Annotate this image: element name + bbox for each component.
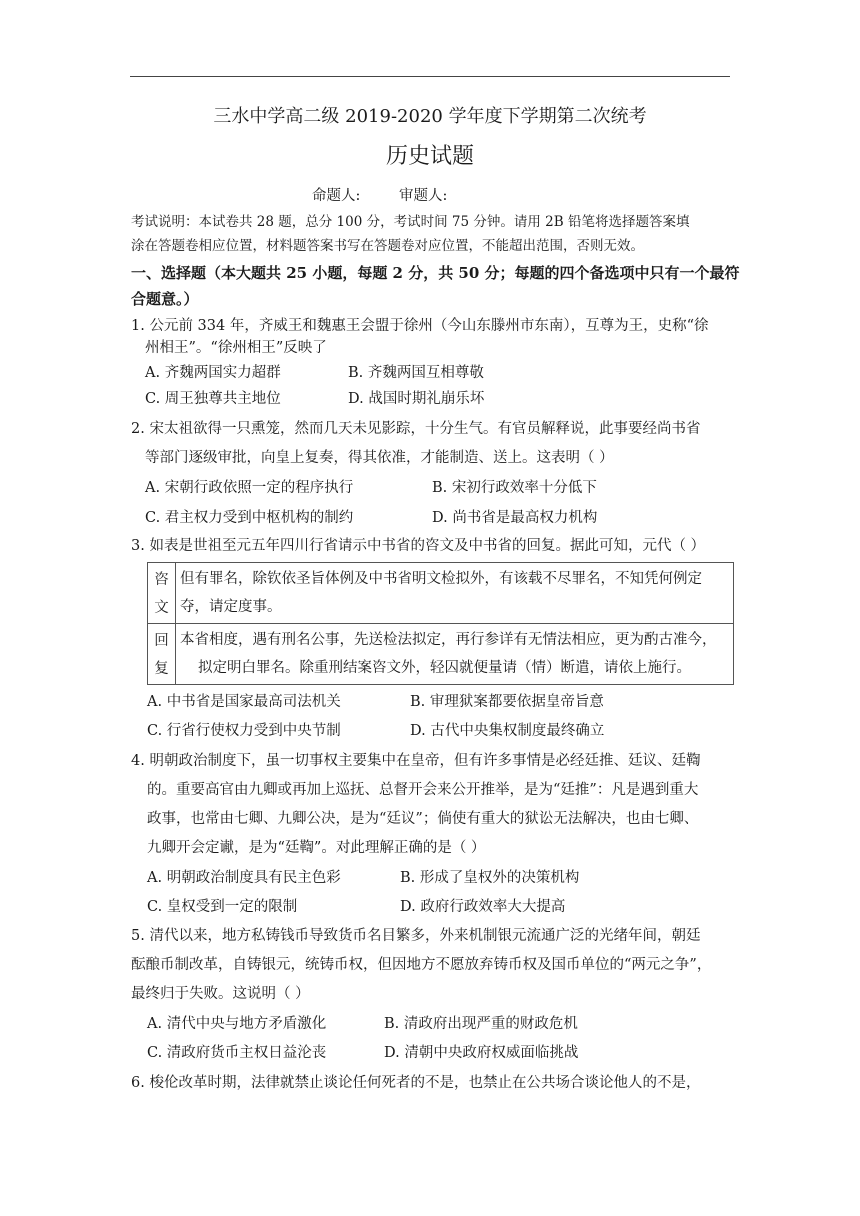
option-b: B. 形成了皇权外的决策机构 [400, 870, 580, 886]
option-d: D. 尚书省是最高权力机构 [432, 510, 598, 526]
top-rule [130, 76, 730, 77]
option-a: A. 宋朝行政依照一定的程序执行 [145, 480, 354, 496]
reviewer-label: 审题人: [399, 188, 448, 204]
section-heading: 一、选择题（本大题共 25 小题，每题 2 分，共 50 分；每题的四个备选项中只有一个最符 [131, 264, 740, 282]
question-stem: 州相王”。“徐州相王”反映了 [145, 340, 327, 356]
question-stem: 政事，也常由七卿、九卿公决，是为“廷议”；倘使有重大的狱讼无法解决，也由七卿、 [147, 811, 699, 827]
question-stem: 3. 如表是世祖至元五年四川行省请示中书省的咨文及中书省的回复。据此可知，元代（ ） [131, 538, 706, 554]
option-c: C. 君主权力受到中枢机构的制约 [145, 510, 354, 526]
table-row [148, 624, 734, 685]
option-a: A. 明朝政治制度具有民主色彩 [147, 870, 341, 886]
row-content: 本省相度，遇有刑名公事，先送检法拟定，再行参详有无情法相应，更为酌古准今， 拟定明白罪名。除重刑结案咨文外，轻囚就便量请（情）断遣，请依上施行。 [176, 624, 734, 685]
question-stem: 最终归于失败。这说明（ ） [131, 986, 310, 1002]
question-stem: 5. 清代以来，地方私铸钱币导致货币名目繁多，外来机制银元流通广泛的光绪年间，朝廷 [131, 928, 701, 944]
option-a: A. 清代中央与地方矛盾激化 [147, 1016, 327, 1032]
table-row [148, 563, 734, 624]
option-b: B. 齐魏两国互相尊敬 [348, 365, 484, 381]
option-b: B. 宋初行政效率十分低下 [432, 480, 597, 496]
document-table [147, 562, 734, 685]
authors-line [312, 186, 481, 206]
option-c: C. 清政府货币主权日益沦丧 [147, 1045, 327, 1061]
option-a: A. 齐魏两国实力超群 [145, 365, 281, 381]
row-header: 回 复 [148, 624, 176, 685]
option-d: D. 清朝中央政府权威面临挑战 [384, 1045, 579, 1061]
instructions-line: 涂在答题卷相应位置，材料题答案书写在答题卷对应位置，不能超出范围，否则无效。 [131, 238, 644, 254]
row-header: 咨 文 [148, 563, 176, 624]
option-c: C. 周王独尊共主地位 [145, 391, 281, 407]
option-c: C. 行省行使权力受到中央节制 [147, 723, 341, 739]
instructions-line: 考试说明：本试卷共 28 题，总分 100 分，考试时间 75 分钟。请用 2B 铅笔将选择题答案填 [131, 214, 690, 230]
option-c: C. 皇权受到一定的限制 [147, 899, 298, 915]
option-d: D. 古代中央集权制度最终确立 [410, 723, 605, 739]
setter-label: 命题人: [312, 188, 361, 204]
question-stem: 6. 梭伦改革时期，法律就禁止谈论任何死者的不是，也禁止在公共场合谈论他人的不是， [131, 1075, 701, 1091]
question-stem: 2. 宋太祖欲得一只熏笼，然而几天未见影踪，十分生气。有官员解释说，此事要经尚书省 [131, 421, 701, 437]
question-stem: 的。重要高官由九卿或再加上巡抚、总督开会来公开推举，是为“廷推”：凡是遇到重大 [147, 782, 699, 798]
subject-title: 历史试题 [385, 144, 474, 169]
option-b: B. 审理狱案都要依据皇帝旨意 [410, 694, 604, 710]
question-stem: 酝酿币制改革，自铸银元，统铸币权，但因地方不愿放弃铸币权及国币单位的“两元之争”， [131, 957, 712, 973]
option-a: A. 中书省是国家最高司法机关 [147, 694, 341, 710]
row-content: 但有罪名，除钦依圣旨体例及中书省明文检拟外，有该载不尽罪名，不知凭何例定 夺，请定度事。 [176, 563, 734, 624]
question-stem: 4. 明朝政治制度下，虽一切事权主要集中在皇帝，但有许多事情是必经廷推、廷议、廷鞫 [131, 753, 701, 769]
question-stem: 1. 公元前 334 年，齐威王和魏惠王会盟于徐州（今山东滕州市东南），互尊为王，史称“徐 [131, 318, 709, 334]
option-d: D. 政府行政效率大大提高 [400, 899, 566, 915]
section-heading: 合题意。） [131, 290, 199, 308]
exam-title: 三水中学高二级 2019-2020 学年度下学期第二次统考 [213, 106, 647, 127]
option-b: B. 清政府出现严重的财政危机 [384, 1016, 578, 1032]
option-d: D. 战国时期礼崩乐坏 [348, 391, 485, 407]
question-stem: 等部门逐级审批，向皇上复奏，得其依准，才能制造、送上。这表明（ ） [145, 450, 614, 466]
question-stem: 九卿开会定谳，是为“廷鞫”。对此理解正确的是（ ） [147, 840, 486, 856]
